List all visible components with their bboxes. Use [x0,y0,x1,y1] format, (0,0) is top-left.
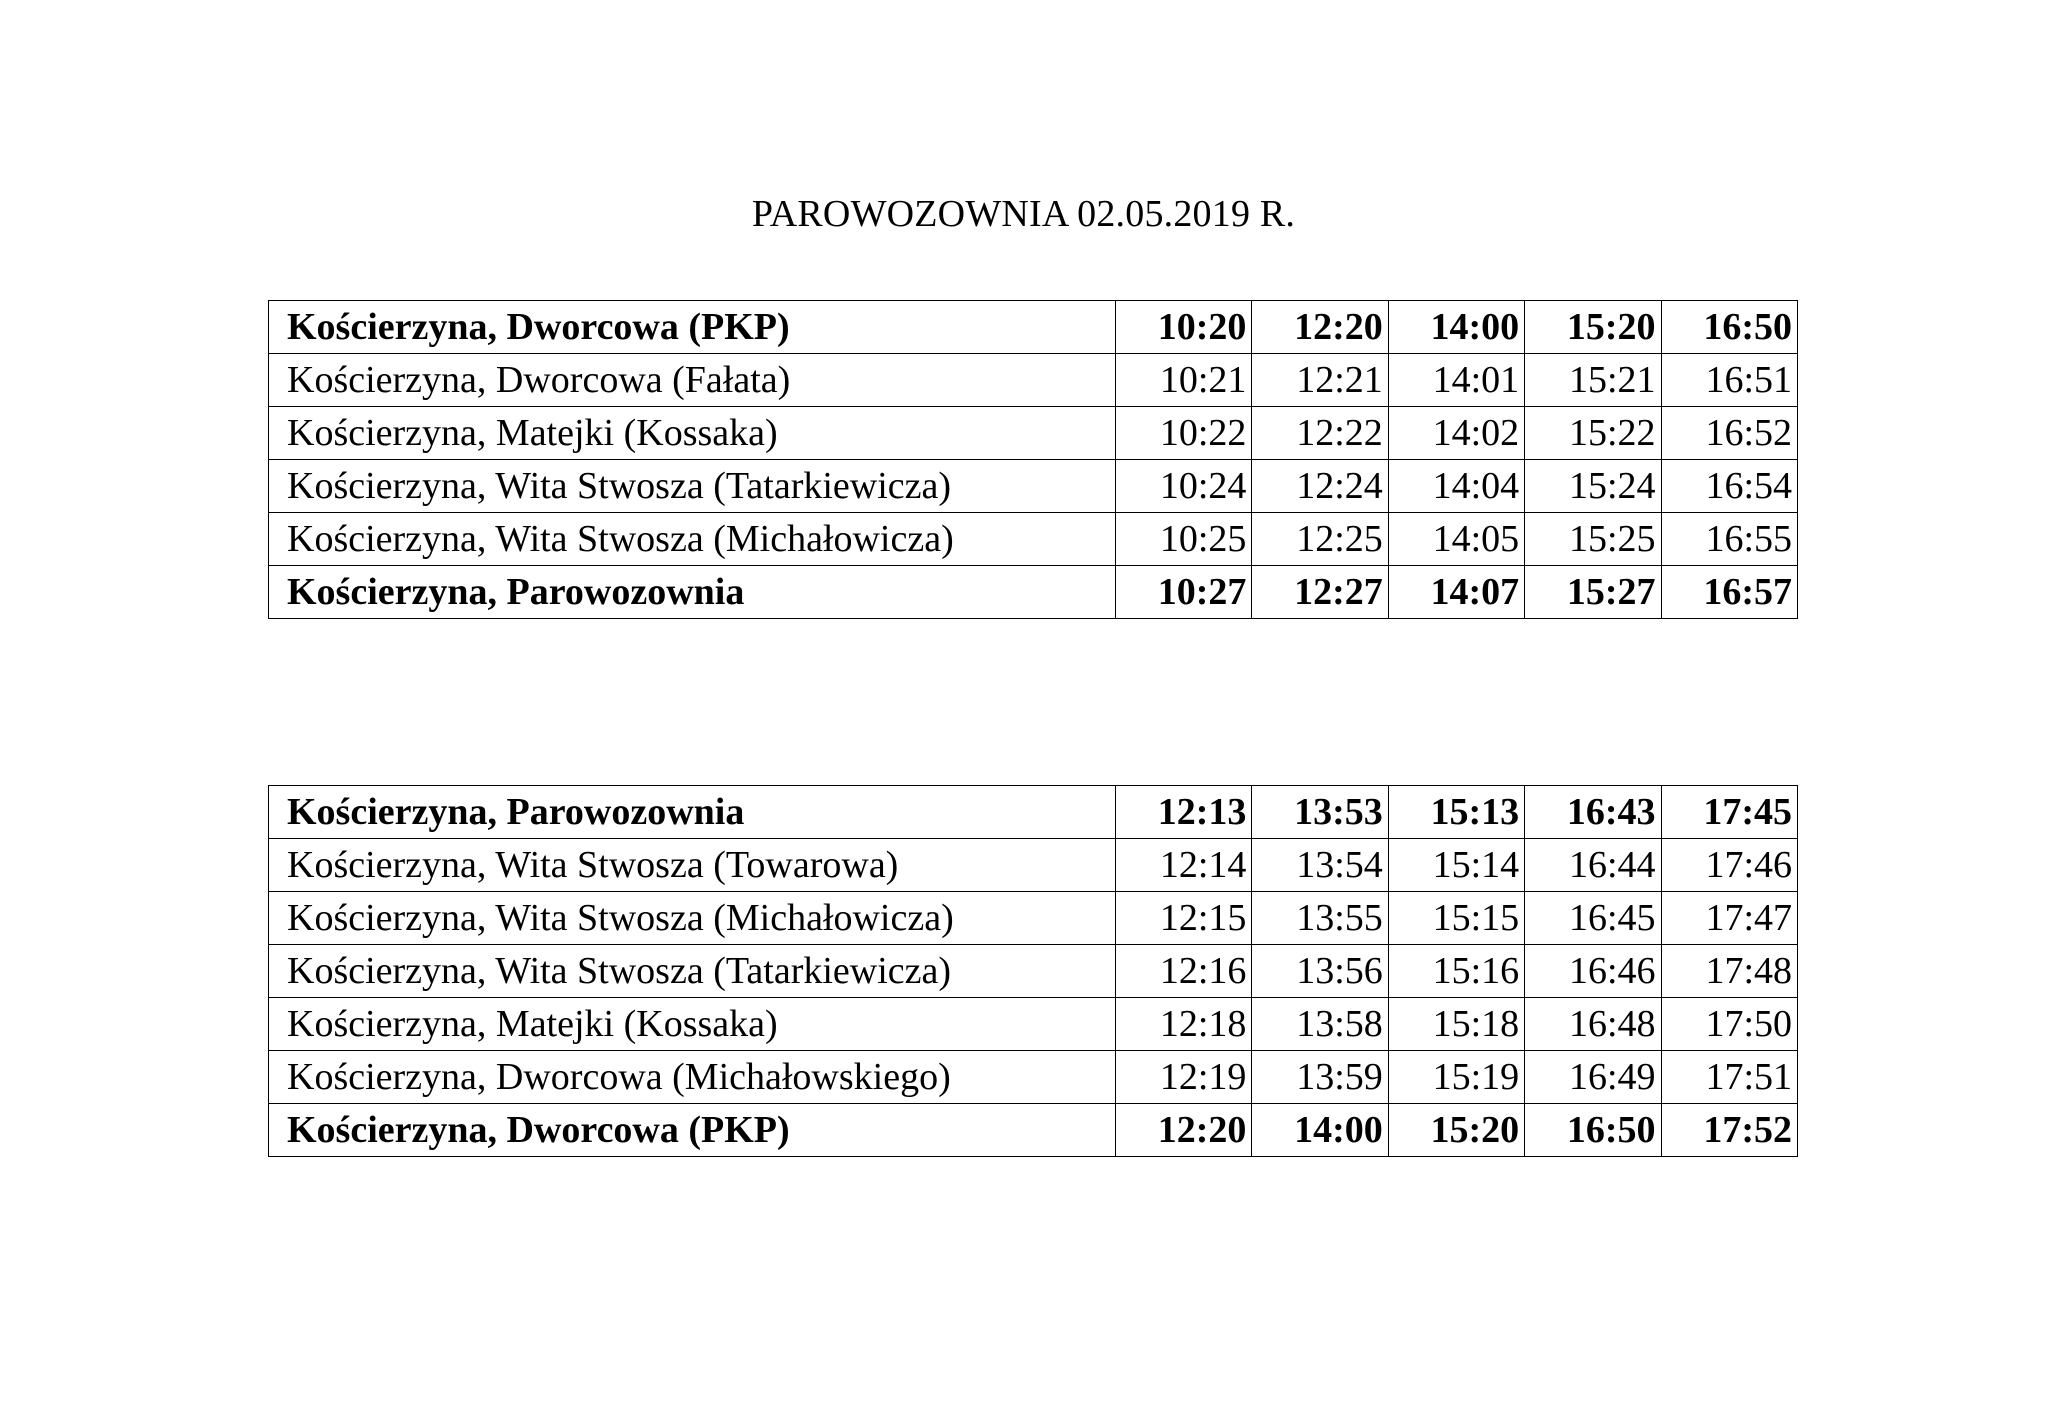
departure-time: 12:21 [1252,354,1388,407]
departure-time: 16:57 [1661,566,1797,619]
table-row [269,839,1798,892]
departure-time: 13:54 [1252,839,1388,892]
departure-time: 16:44 [1525,839,1661,892]
departure-time: 16:45 [1525,892,1661,945]
table-row [269,460,1798,513]
departure-time: 13:56 [1252,945,1388,998]
stop-name: Kościerzyna, Matejki (Kossaka) [269,407,1116,460]
departure-time: 16:51 [1661,354,1797,407]
table-row [269,786,1798,839]
departure-time: 10:22 [1116,407,1252,460]
stop-name: Kościerzyna, Parowozownia [269,786,1116,839]
departure-time: 14:00 [1252,1104,1388,1157]
departure-time: 16:54 [1661,460,1797,513]
departure-time: 15:18 [1388,998,1524,1051]
stop-name: Kościerzyna, Dworcowa (Fałata) [269,354,1116,407]
departure-time: 15:20 [1525,301,1661,354]
departure-time: 15:25 [1525,513,1661,566]
departure-time: 16:48 [1525,998,1661,1051]
page-title: PAROWOZOWNIA 02.05.2019 R. [751,193,1296,235]
departure-time: 15:22 [1525,407,1661,460]
stop-name: Kościerzyna, Wita Stwosza (Michałowicza) [269,892,1116,945]
departure-time: 17:50 [1661,998,1797,1051]
table-row [269,1051,1798,1104]
departure-time: 12:25 [1252,513,1388,566]
departure-time: 15:24 [1525,460,1661,513]
table-row [269,945,1798,998]
timetable-body [269,786,1798,1157]
stop-name: Kościerzyna, Wita Stwosza (Michałowicza) [269,513,1116,566]
departure-time: 12:20 [1252,301,1388,354]
departure-time: 12:22 [1252,407,1388,460]
departure-time: 14:07 [1388,566,1524,619]
stop-name: Kościerzyna, Wita Stwosza (Tatarkiewicza) [269,460,1116,513]
departure-time: 17:52 [1661,1104,1797,1157]
departure-time: 13:55 [1252,892,1388,945]
stop-name: Kościerzyna, Dworcowa (Michałowskiego) [269,1051,1116,1104]
departure-time: 15:21 [1525,354,1661,407]
stop-name: Kościerzyna, Wita Stwosza (Towarowa) [269,839,1116,892]
departure-time: 13:53 [1252,786,1388,839]
departure-time: 16:50 [1661,301,1797,354]
departure-time: 12:14 [1116,839,1252,892]
departure-time: 16:50 [1525,1104,1661,1157]
departure-time: 12:16 [1116,945,1252,998]
departure-time: 15:27 [1525,566,1661,619]
departure-time: 15:20 [1388,1104,1524,1157]
table-row [269,998,1798,1051]
departure-time: 16:46 [1525,945,1661,998]
timetable-return [268,785,1798,1157]
departure-time: 15:19 [1388,1051,1524,1104]
departure-time: 12:27 [1252,566,1388,619]
departure-time: 16:52 [1661,407,1797,460]
stop-name: Kościerzyna, Matejki (Kossaka) [269,998,1116,1051]
departure-time: 17:48 [1661,945,1797,998]
timetable-outbound [268,300,1798,619]
stop-name: Kościerzyna, Parowozownia [269,566,1116,619]
departure-time: 12:13 [1116,786,1252,839]
departure-time: 17:46 [1661,839,1797,892]
table-row [269,892,1798,945]
departure-time: 15:16 [1388,945,1524,998]
departure-time: 14:02 [1388,407,1524,460]
table-row [269,354,1798,407]
stop-name: Kościerzyna, Wita Stwosza (Tatarkiewicza) [269,945,1116,998]
stop-name: Kościerzyna, Dworcowa (PKP) [269,301,1116,354]
departure-time: 16:55 [1661,513,1797,566]
table-row [269,566,1798,619]
table-row [269,301,1798,354]
departure-time: 10:21 [1116,354,1252,407]
departure-time: 14:05 [1388,513,1524,566]
table-row [269,1104,1798,1157]
departure-time: 15:15 [1388,892,1524,945]
departure-time: 15:13 [1388,786,1524,839]
departure-time: 17:51 [1661,1051,1797,1104]
departure-time: 10:25 [1116,513,1252,566]
departure-time: 13:59 [1252,1051,1388,1104]
departure-time: 12:24 [1252,460,1388,513]
departure-time: 13:58 [1252,998,1388,1051]
departure-time: 14:04 [1388,460,1524,513]
departure-time: 12:20 [1116,1104,1252,1157]
departure-time: 10:24 [1116,460,1252,513]
departure-time: 16:49 [1525,1051,1661,1104]
departure-time: 14:01 [1388,354,1524,407]
stop-name: Kościerzyna, Dworcowa (PKP) [269,1104,1116,1157]
departure-time: 10:27 [1116,566,1252,619]
timetable-body [269,301,1798,619]
departure-time: 12:18 [1116,998,1252,1051]
departure-time: 14:00 [1388,301,1524,354]
table-row [269,513,1798,566]
departure-time: 10:20 [1116,301,1252,354]
departure-time: 16:43 [1525,786,1661,839]
departure-time: 12:15 [1116,892,1252,945]
departure-time: 12:19 [1116,1051,1252,1104]
departure-time: 17:47 [1661,892,1797,945]
departure-time: 17:45 [1661,786,1797,839]
table-row [269,407,1798,460]
departure-time: 15:14 [1388,839,1524,892]
